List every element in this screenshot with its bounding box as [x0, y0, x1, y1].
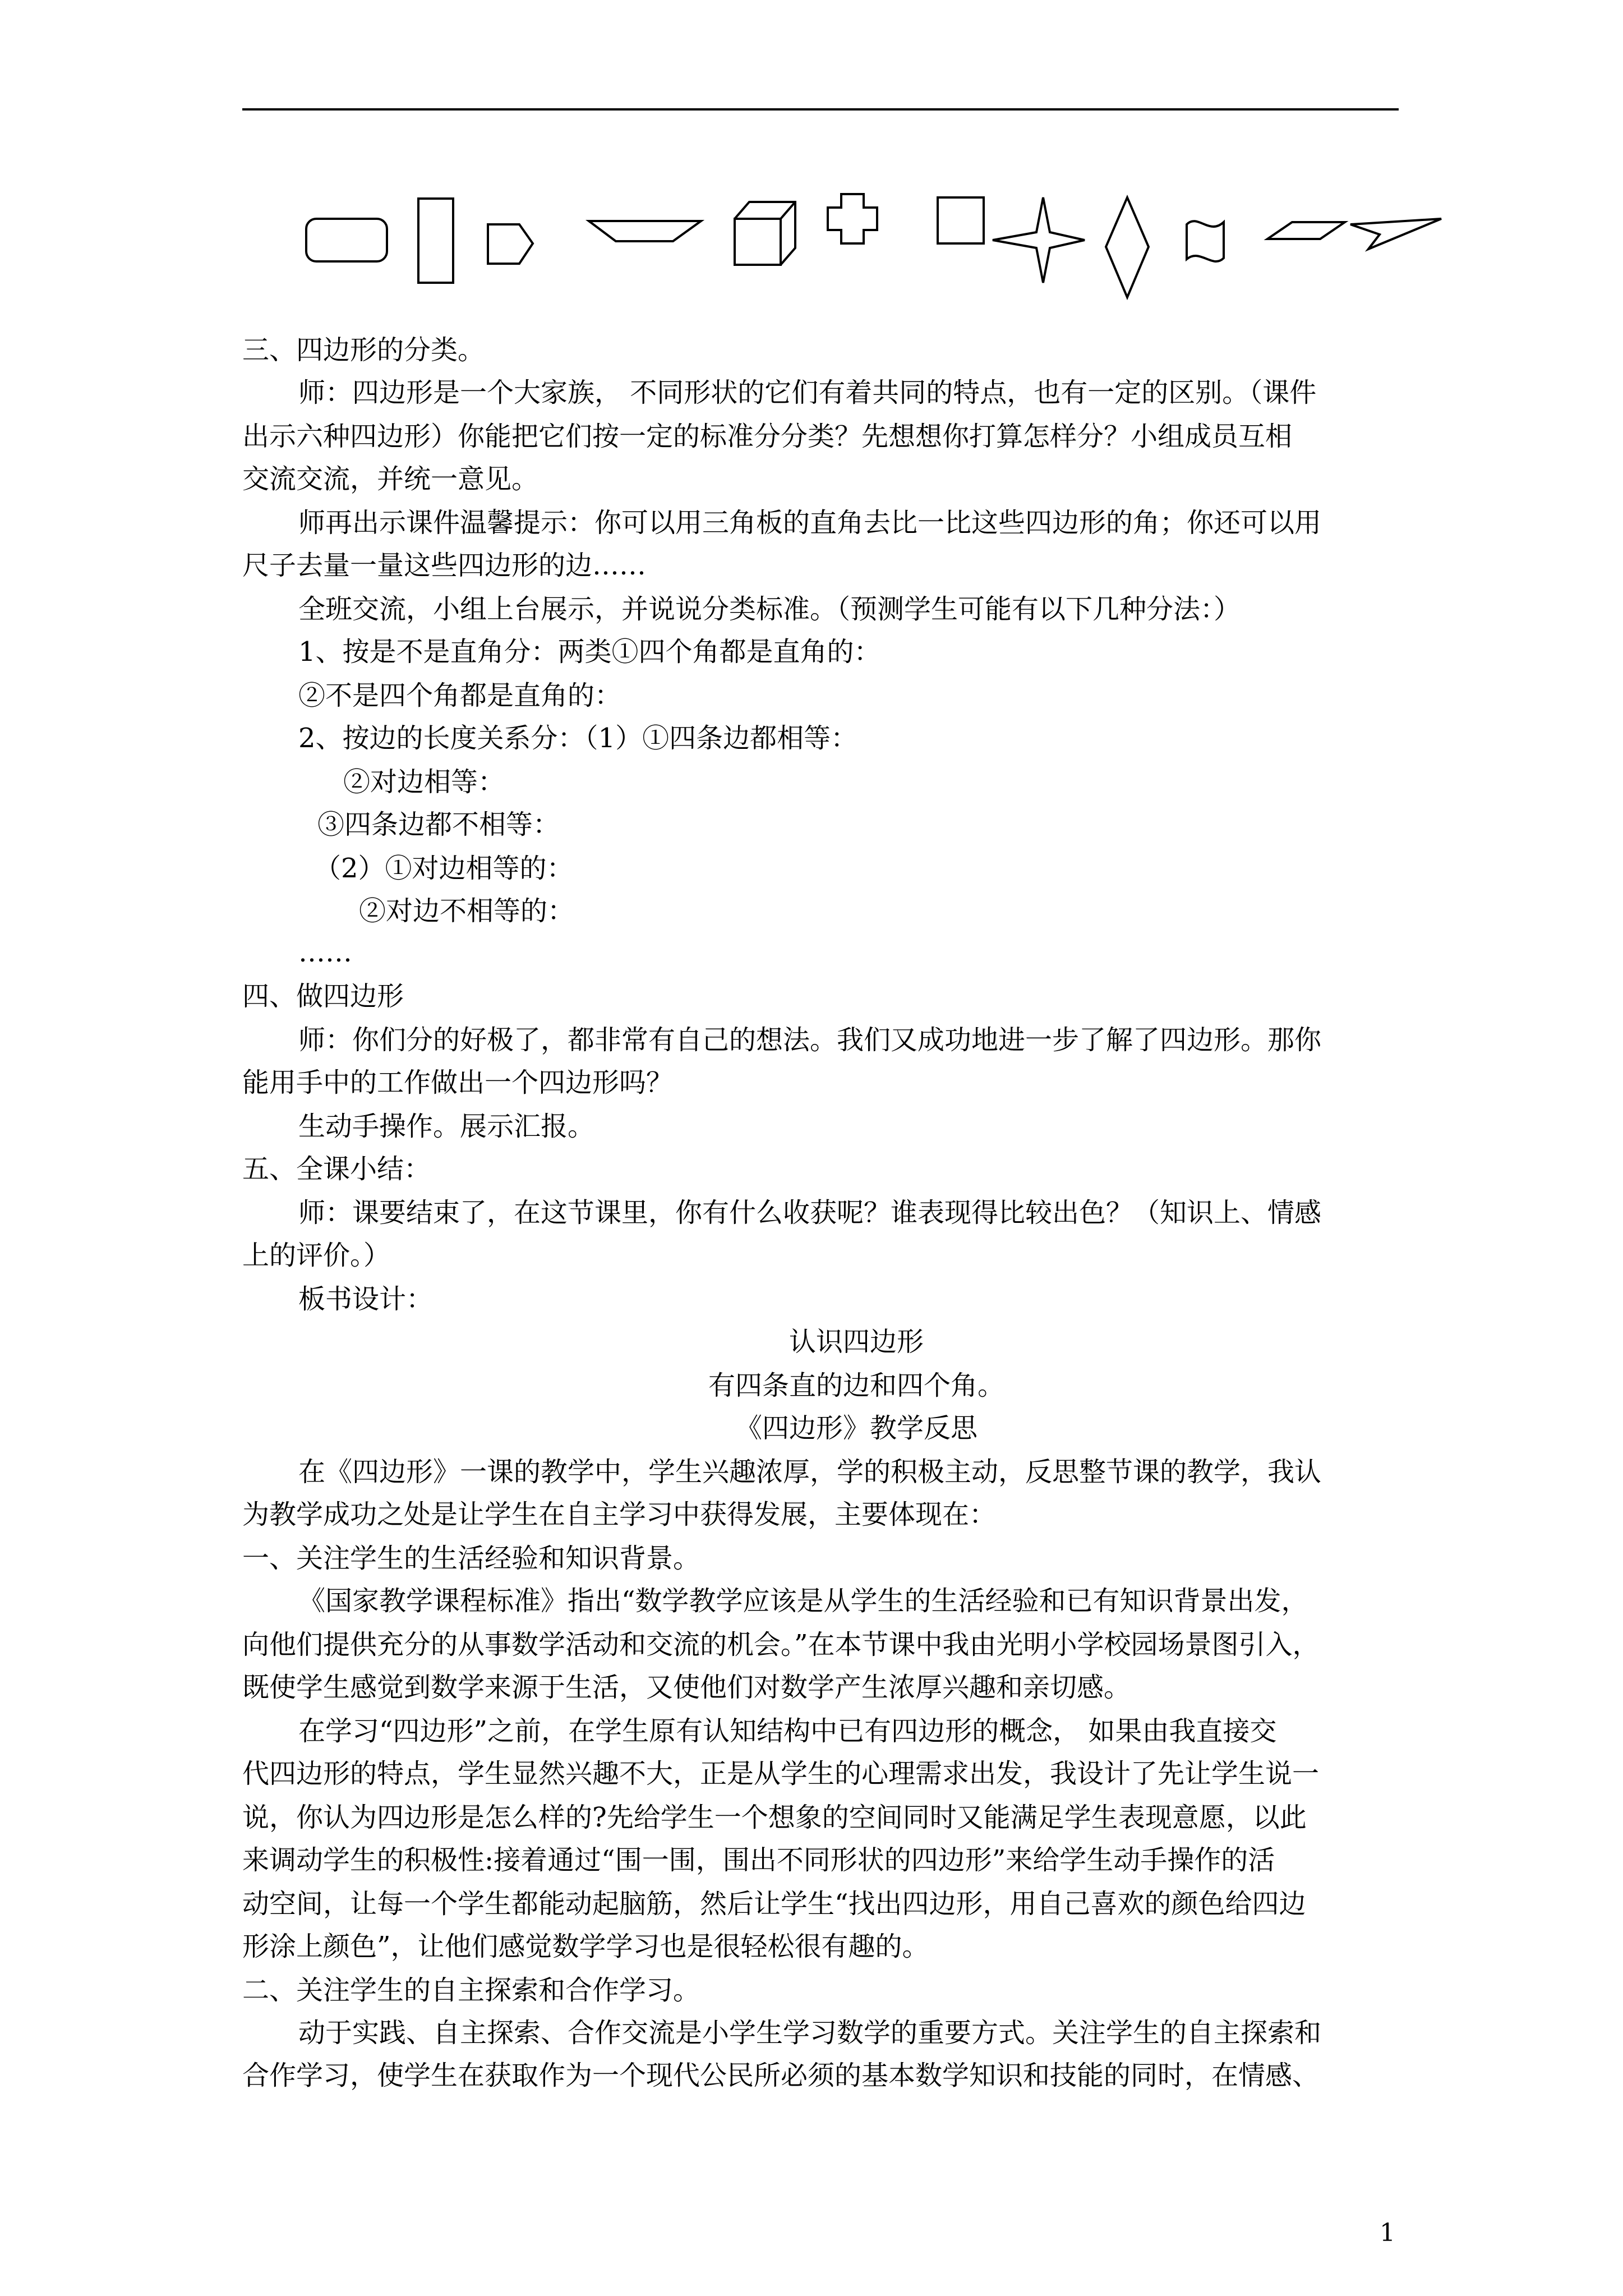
shapes-figure — [292, 185, 1481, 320]
board-line: 有四条直的边和四个角。 — [708, 1370, 1004, 1401]
paragraph-line: 动于实践、自主探索、合作交流是小学生学习数学的重要方式。关注学生的自主探索和 — [298, 2017, 1322, 2049]
tall-rectangle-shape — [418, 199, 453, 283]
pentagon-shape — [488, 224, 533, 264]
list-item: （2）①对边相等的： — [314, 853, 574, 884]
paragraph-line: 在《四边形》一课的教学中，学生兴趣浓厚，学的积极主动，反思整节课的教学，我认 — [298, 1456, 1322, 1488]
paragraph-line: 师：四边形是一个大家族， 不同形状的它们有着共同的特点，也有一定的区别。（课件 — [298, 377, 1317, 408]
list-item: 2、按边的长度关系分：（1）①四条边都相等： — [298, 723, 858, 754]
header-rule — [242, 108, 1399, 111]
wavy-flag-shape — [1187, 221, 1224, 261]
section-heading: 四、做四边形 — [242, 981, 404, 1012]
paragraph-line: 能用手中的工作做出一个四边形吗？ — [242, 1067, 674, 1098]
paragraph-line: 师：你们分的好极了，都非常有自己的想法。我们又成功地进一步了解了四边形。那你 — [298, 1024, 1322, 1056]
list-item: 1、按是不是直角分：两类①四个角都是直角的： — [298, 636, 881, 668]
page-number: 1 — [1380, 2219, 1395, 2247]
section-heading: 五、全课小结： — [242, 1153, 431, 1185]
paragraph-line: 师：课要结束了，在这节课里，你有什么收获呢？谁表现得比较出色？（知识上、情感 — [298, 1197, 1322, 1228]
list-item: ②不是四个角都是直角的： — [298, 680, 622, 711]
trapezoid-shape — [589, 221, 701, 241]
paragraph-line: 《国家教学课程标准》指出“数学教学应该是从学生的生活经验和已有知识背景出发， — [298, 1585, 1308, 1617]
paragraph-line: 既使学生感觉到数学来源于生活，又使他们对数学产生浓厚兴趣和亲切感。 — [242, 1672, 1131, 1703]
paragraph-line: 代四边形的特点，学生显然兴趣不大，正是从学生的心理需求出发，我设计了先让学生说一 — [242, 1758, 1320, 1789]
cross-shape — [828, 194, 877, 243]
paragraph-line: 尺子去量一量这些四边形的边…… — [242, 550, 647, 581]
section-heading: 二、关注学生的自主探索和合作学习。 — [242, 1975, 700, 2006]
list-item: ③四条边都不相等： — [317, 809, 560, 840]
paragraph-line: 出示六种四边形）你能把它们按一定的标准分分类？先想想你打算怎样分？小组成员互相 — [242, 421, 1293, 452]
reflection-title: 《四边形》教学反思 — [735, 1412, 978, 1444]
board-title: 认识四边形 — [789, 1326, 924, 1358]
paragraph-line: 动空间，让每一个学生都能动起脑筋，然后让学生“找出四边形，用自己喜欢的颜色给四边 — [242, 1888, 1306, 1920]
paragraph-line: 为教学成功之处是让学生在自主学习中获得发展，主要体现在： — [242, 1499, 997, 1530]
paragraph-line: 上的评价。） — [242, 1240, 391, 1271]
paragraph-line: 师再出示课件温馨提示：你可以用三角板的直角去比一比这些四边形的角；你还可以用 — [298, 507, 1322, 539]
paragraph-line: 板书设计： — [298, 1283, 434, 1315]
paragraph-line: 生动手操作。展示汇报。 — [298, 1111, 595, 1142]
paragraph-line: 全班交流，小组上台展示，并说说分类标准。（预测学生可能有以下几种分法：） — [298, 593, 1241, 625]
list-item: ②对边不相等的： — [359, 895, 575, 927]
list-item: ②对边相等： — [343, 766, 505, 798]
square-shape — [938, 197, 984, 243]
star-shape — [993, 197, 1085, 283]
rounded-rectangle-shape — [306, 219, 387, 261]
paragraph-line: 在学习“四边形”之前，在学生原有认知结构中已有四边形的概念， 如果由我直接交 — [298, 1715, 1277, 1747]
section-heading: 三、四边形的分类。 — [242, 334, 485, 366]
paragraph-line: 交流交流，并统一意见。 — [242, 463, 539, 495]
paragraph-line: 说，你认为四边形是怎么样的?先给学生一个想象的空间同时又能满足学生表现意愿，以此 — [242, 1802, 1307, 1833]
paragraph-line: 来调动学生的积极性:接着通过“围一围，围出不同形状的四边形”来给学生动手操作的活 — [242, 1844, 1275, 1876]
paragraph-line: 形涂上颜色”，让他们感觉数学学习也是很轻松很有趣的。 — [242, 1931, 929, 1962]
ellipsis: …… — [298, 937, 352, 968]
paragraph-line: 合作学习，使学生在获取作为一个现代公民所必须的基本数学知识和技能的同时，在情感、 — [242, 2060, 1320, 2091]
arrow-quadrilateral-shape — [1350, 219, 1441, 249]
paragraph-line: 向他们提供充分的从事数学活动和交流的机会。”在本节课中我由光明小学校园场景图引入， — [242, 1629, 1320, 1660]
parallelogram-shape — [1267, 222, 1345, 239]
rhombus-shape — [1106, 197, 1149, 297]
cube-shape — [735, 202, 795, 265]
section-heading: 一、关注学生的生活经验和知识背景。 — [242, 1543, 700, 1574]
